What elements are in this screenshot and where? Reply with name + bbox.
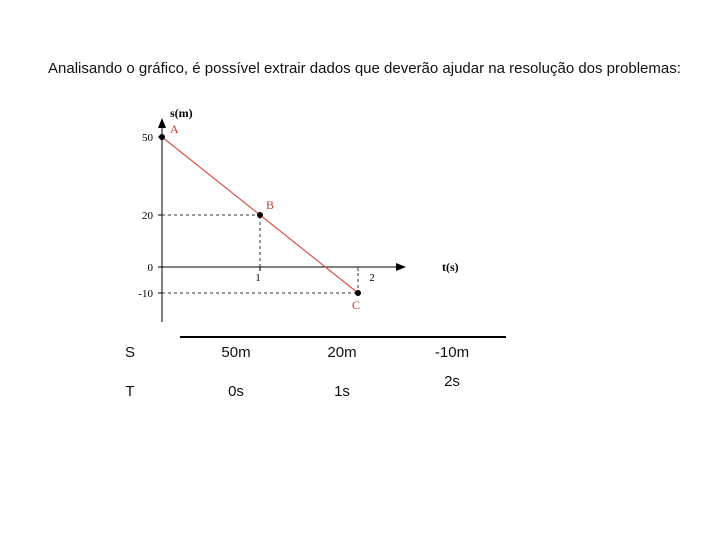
x-tick-label: 1 bbox=[255, 272, 261, 284]
y-axis-arrow bbox=[158, 118, 166, 128]
x-axis-label: t(s) bbox=[442, 260, 459, 274]
y-tick-label: 0 bbox=[147, 262, 153, 274]
table-top-rule bbox=[180, 336, 506, 338]
point-label: B bbox=[266, 198, 275, 212]
y-tick-label: -10 bbox=[138, 288, 153, 300]
data-point bbox=[355, 290, 361, 296]
table-cell: 20m bbox=[327, 344, 357, 361]
x-axis-arrow bbox=[396, 263, 406, 271]
table-cell: 0s bbox=[228, 383, 244, 400]
table-cell: 1s bbox=[334, 383, 350, 400]
table-cell: -10m bbox=[434, 344, 470, 361]
table-cell: 50m bbox=[221, 344, 251, 361]
y-axis-label: s(m) bbox=[170, 106, 193, 120]
y-tick-label: 20 bbox=[142, 210, 153, 222]
table-row-label: S bbox=[124, 344, 135, 361]
intro-paragraph: Analisando o gráfico, é possível extrair dados que deverão ajudar na resolução dos problemas: bbox=[48, 60, 681, 77]
point-label: C bbox=[352, 298, 361, 312]
table-row-label: T bbox=[125, 383, 135, 400]
data-point bbox=[159, 134, 165, 140]
x-tick-label: 2 bbox=[369, 272, 375, 284]
data-point bbox=[257, 212, 263, 218]
y-tick-label: 50 bbox=[142, 132, 153, 144]
point-label: A bbox=[170, 122, 179, 136]
table-cell: 2s bbox=[444, 373, 460, 390]
